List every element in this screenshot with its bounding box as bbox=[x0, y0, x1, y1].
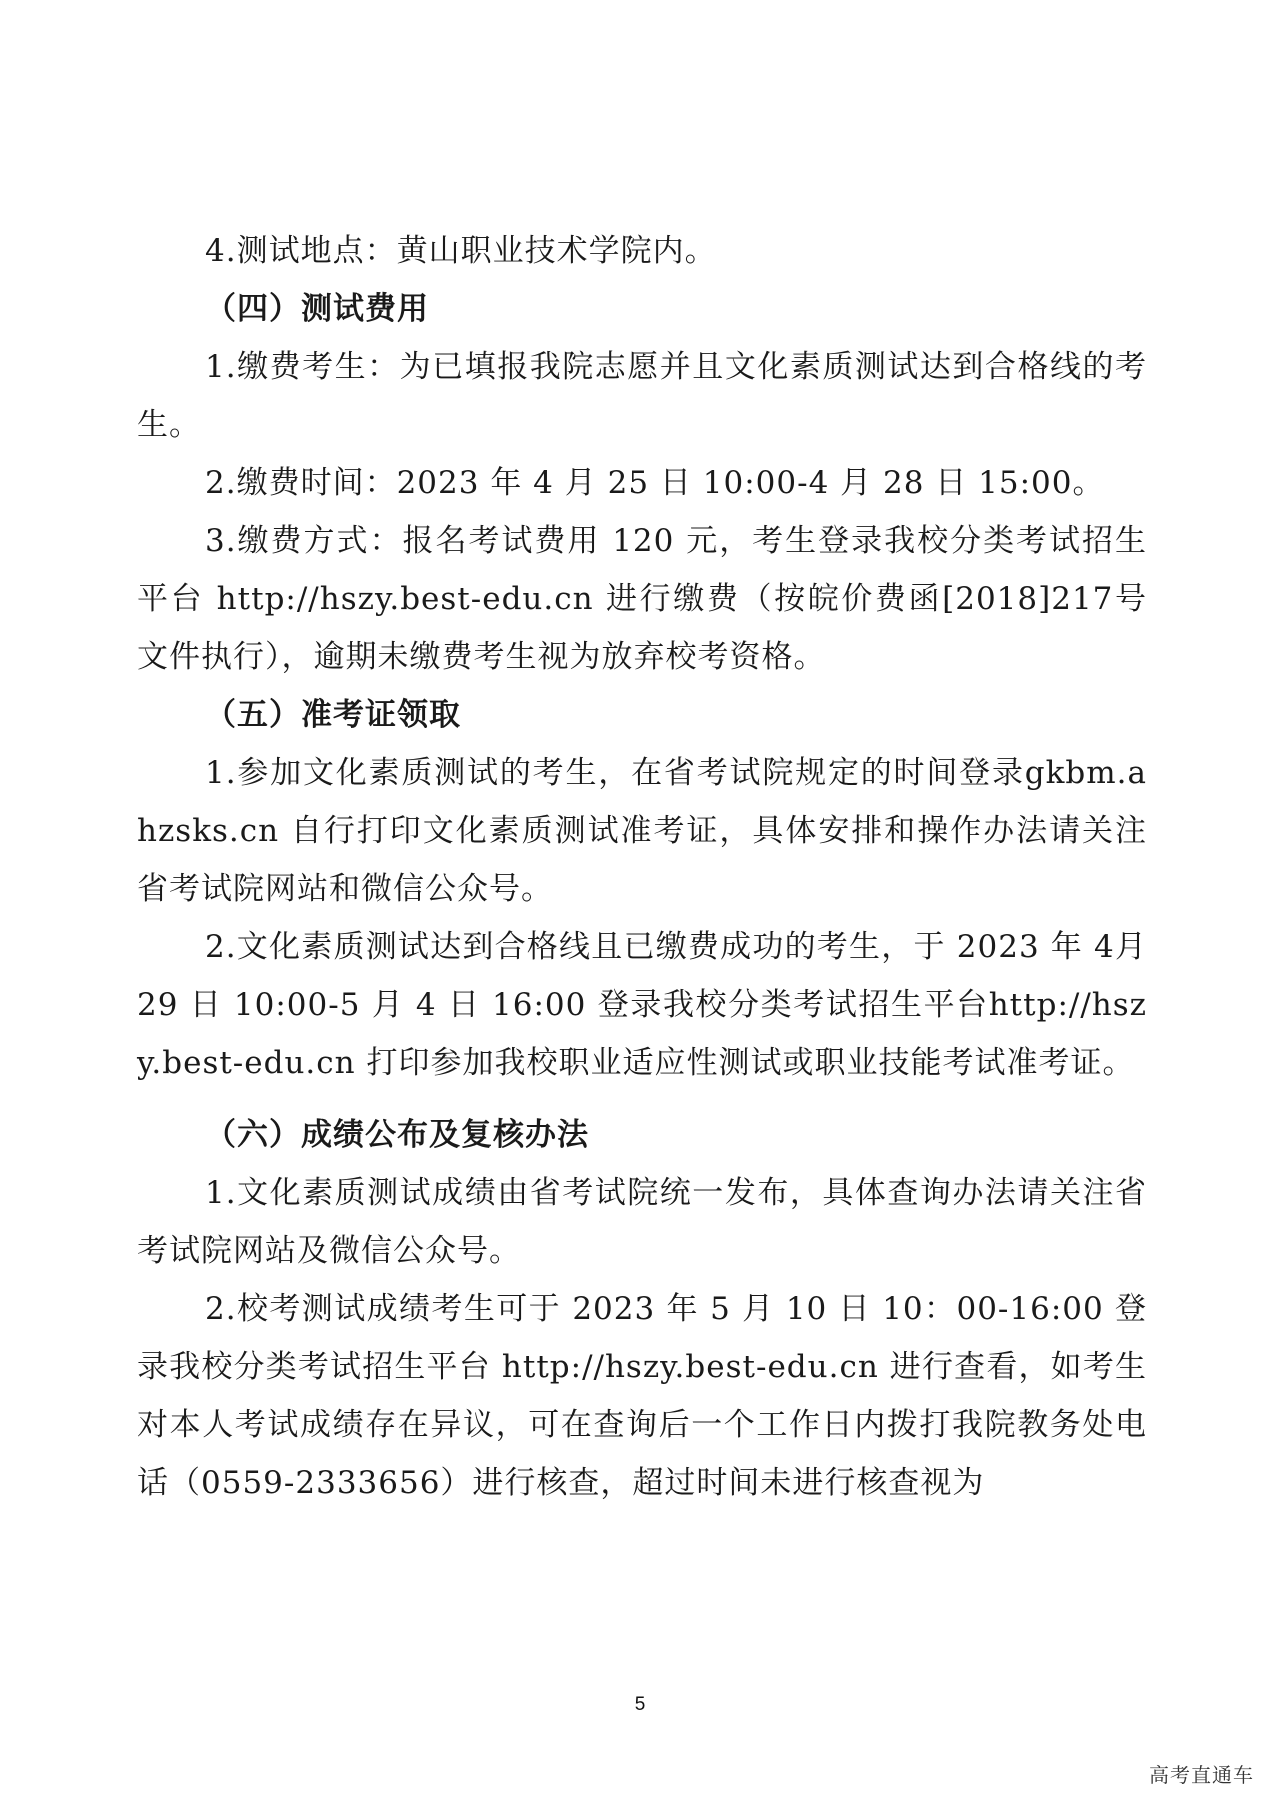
section-heading-test-fee: （四）测试费用 bbox=[205, 291, 429, 327]
section-heading-admission-ticket: （五）准考证领取 bbox=[205, 697, 461, 733]
paragraph-fee-candidates: 1.缴费考生：为已填报我院志愿并且文化素质测试达到合格线的考生。 bbox=[137, 349, 1147, 443]
paragraph-test-location: 4.测试地点：黄山职业技术学院内。 bbox=[205, 233, 717, 269]
paragraph-fee-time: 2.缴费时间：2023 年 4 月 25 日 10:00-4 月 28 日 15:00。 bbox=[205, 465, 1105, 501]
paragraph-ticket-school-test: 2.文化素质测试达到合格线且已缴费成功的考生，于 2023 年 4月 29 日 10:00-5 月 4 日 16:00 登录我校分类考试招生平台http://hszy.best-edu.cn 打印参加我校职业适应性测试或职业技能考试准考证。 bbox=[137, 929, 1147, 1081]
paragraph-results-school: 2.校考测试成绩考生可于 2023 年 5 月 10 日 10：00-16:00 登录我校分类考试招生平台 http://hszy.best-edu.cn 进行查看，如考生对本人考试成绩存在异议，可在查询后一个工作日内拨打我院教务处电话（0559-2333656）进行核查，超过时间未进行核查视为 bbox=[137, 1291, 1147, 1501]
paragraph-fee-method: 3.缴费方式：报名考试费用 120 元，考生登录我校分类考试招生平台 http://hszy.best-edu.cn 进行缴费（按皖价费函[2018]217号文件执行），逾期未缴费考生视为放弃校考资格。 bbox=[137, 523, 1147, 675]
paragraph-ticket-cultural-test: 1.参加文化素质测试的考生，在省考试院规定的时间登录gkbm.ahzsks.cn 自行打印文化素质测试准考证，具体安排和操作办法请关注省考试院网站和微信公众号。 bbox=[137, 755, 1147, 907]
section-heading-results: （六）成绩公布及复核办法 bbox=[205, 1117, 589, 1153]
watermark: 高考直通车 bbox=[1149, 1763, 1254, 1787]
page-number: 5 bbox=[634, 1694, 646, 1715]
document-body bbox=[137, 222, 1147, 1512]
paragraph-results-cultural: 1.文化素质测试成绩由省考试院统一发布，具体查询办法请关注省考试院网站及微信公众号。 bbox=[137, 1175, 1147, 1269]
